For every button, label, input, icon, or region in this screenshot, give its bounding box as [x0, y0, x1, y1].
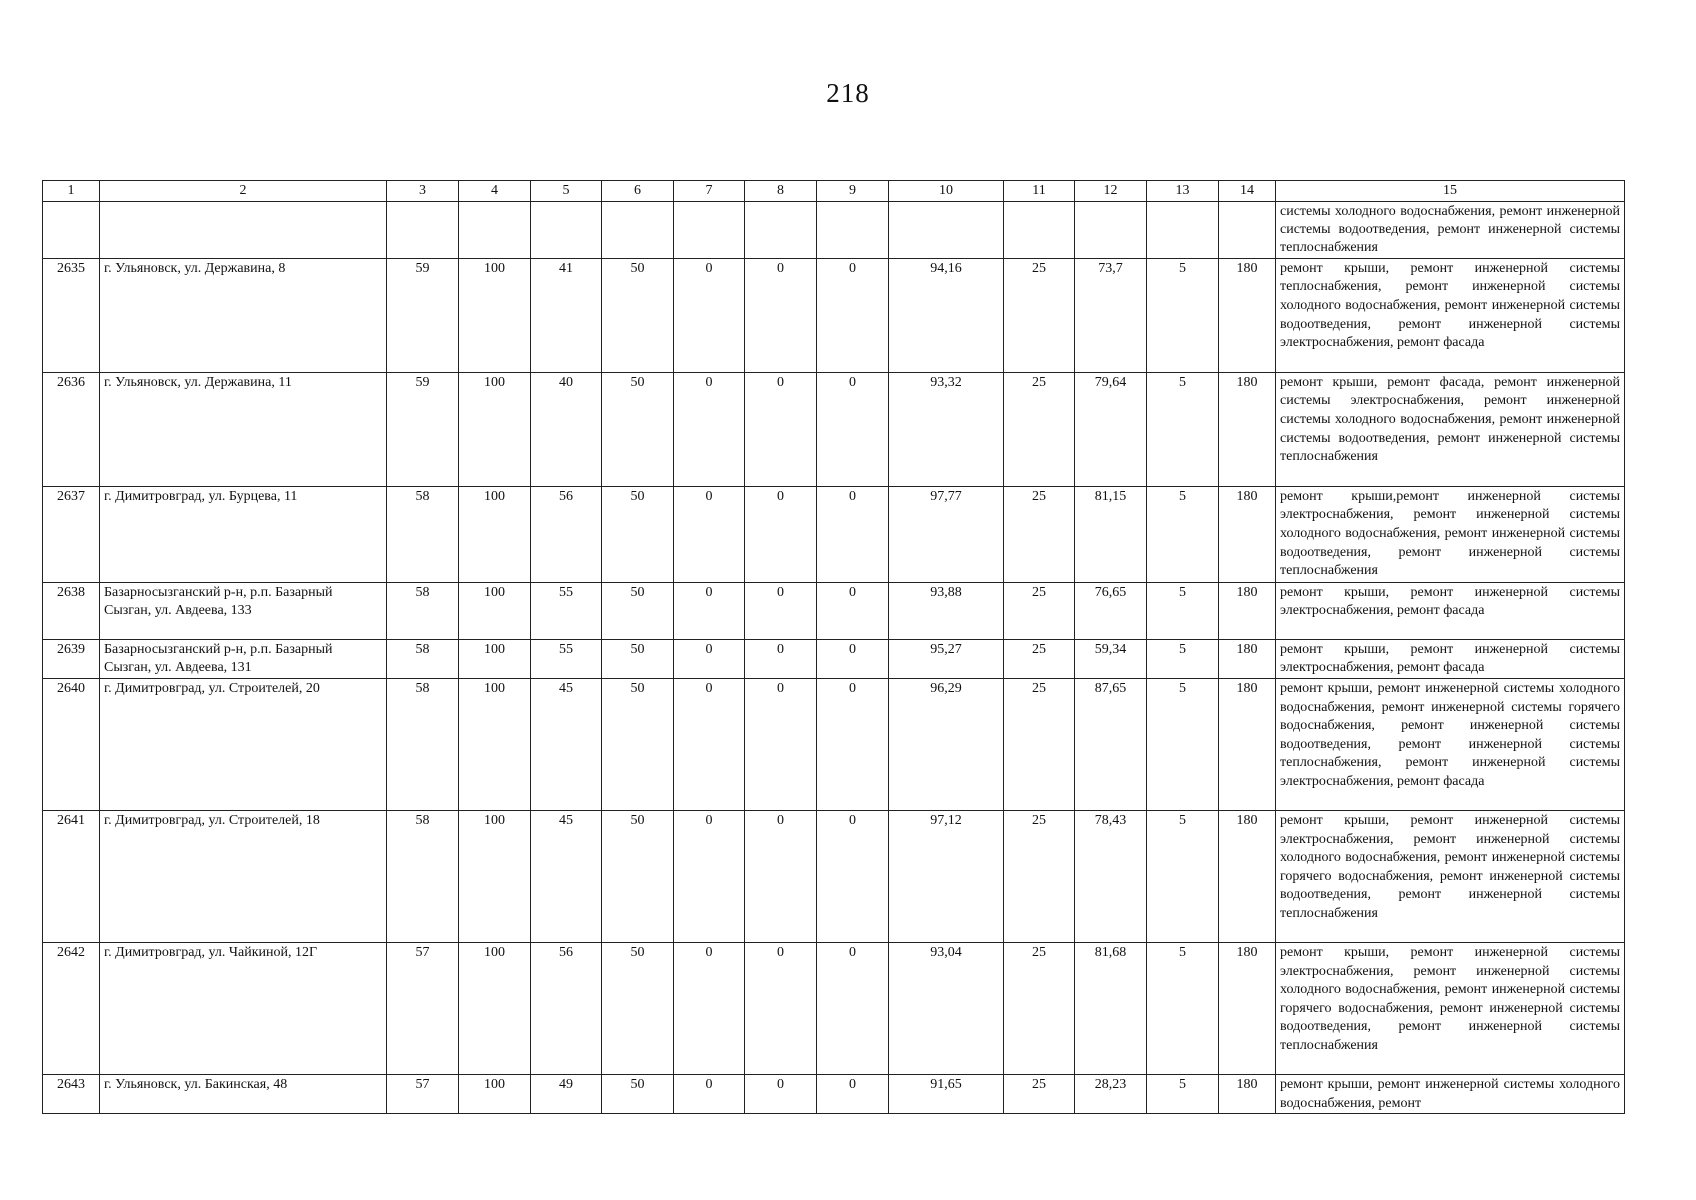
- header-cell: 1: [43, 181, 100, 202]
- row-col-6: 50: [602, 1075, 674, 1114]
- row-col-7: 0: [674, 258, 745, 372]
- row-col-10: 96,29: [889, 679, 1004, 811]
- row-address: г. Димитровград, ул. Бурцева, 11: [100, 486, 387, 582]
- row-col-9: 0: [817, 943, 889, 1075]
- table-row: [43, 811, 1625, 943]
- row-col-5: 55: [531, 582, 602, 639]
- header-cell: 5: [531, 181, 602, 202]
- header-cell: 10: [889, 181, 1004, 202]
- row-id: 2640: [43, 679, 100, 811]
- row-col-4: 100: [459, 372, 531, 486]
- row-col-11: 25: [1004, 486, 1075, 582]
- row-col-14: 180: [1219, 639, 1276, 678]
- row-address: г. Димитровград, ул. Чайкиной, 12Г: [100, 943, 387, 1075]
- row-col-12: 76,65: [1075, 582, 1147, 639]
- row-col-4: 100: [459, 582, 531, 639]
- row-col-8: 0: [745, 639, 817, 678]
- row-col-12: 28,23: [1075, 1075, 1147, 1114]
- row-col-4: 100: [459, 639, 531, 678]
- row-id: 2638: [43, 582, 100, 639]
- row-col-10: 91,65: [889, 1075, 1004, 1114]
- row-col-11: 25: [1004, 943, 1075, 1075]
- row-col-4: [459, 201, 531, 258]
- row-col-12: 87,65: [1075, 679, 1147, 811]
- header-cell: 6: [602, 181, 674, 202]
- row-col-6: 50: [602, 943, 674, 1075]
- row-col-6: 50: [602, 258, 674, 372]
- row-col-8: 0: [745, 258, 817, 372]
- header-cell: 9: [817, 181, 889, 202]
- row-col-13: 5: [1147, 679, 1219, 811]
- row-col-3: 57: [387, 943, 459, 1075]
- row-col-13: 5: [1147, 811, 1219, 943]
- header-cell: 15: [1276, 181, 1625, 202]
- row-col-11: 25: [1004, 372, 1075, 486]
- row-col-7: 0: [674, 582, 745, 639]
- row-col-7: 0: [674, 679, 745, 811]
- row-col-14: 180: [1219, 486, 1276, 582]
- row-col-3: 58: [387, 811, 459, 943]
- row-col-4: 100: [459, 679, 531, 811]
- row-col-13: 5: [1147, 582, 1219, 639]
- row-col-14: 180: [1219, 943, 1276, 1075]
- row-col-10: 97,77: [889, 486, 1004, 582]
- row-col-10: 93,04: [889, 943, 1004, 1075]
- row-works: ремонт крыши,ремонт инженерной системы электроснабжения, ремонт инженерной системы холодного водоснабжения, ремонт инженерной системы водоотведения, ремонт инженерной системы теплоснабжения: [1276, 486, 1625, 582]
- table-row: [43, 372, 1625, 486]
- row-id: 2643: [43, 1075, 100, 1114]
- row-col-5: 56: [531, 486, 602, 582]
- row-col-6: 50: [602, 639, 674, 678]
- row-col-6: 50: [602, 811, 674, 943]
- row-col-11: 25: [1004, 1075, 1075, 1114]
- row-col-5: 49: [531, 1075, 602, 1114]
- table-row: [43, 486, 1625, 582]
- row-col-8: 0: [745, 943, 817, 1075]
- row-col-6: 50: [602, 679, 674, 811]
- row-col-8: 0: [745, 811, 817, 943]
- row-col-3: [387, 201, 459, 258]
- row-address: г. Ульяновск, ул. Бакинская, 48: [100, 1075, 387, 1114]
- row-id: 2635: [43, 258, 100, 372]
- row-address: г. Димитровград, ул. Строителей, 20: [100, 679, 387, 811]
- row-col-5: 56: [531, 943, 602, 1075]
- row-col-3: 57: [387, 1075, 459, 1114]
- row-col-7: 0: [674, 811, 745, 943]
- row-col-3: 59: [387, 372, 459, 486]
- row-col-5: 41: [531, 258, 602, 372]
- row-col-13: 5: [1147, 486, 1219, 582]
- row-col-12: 78,43: [1075, 811, 1147, 943]
- header-cell: 11: [1004, 181, 1075, 202]
- row-col-4: 100: [459, 811, 531, 943]
- row-col-13: 5: [1147, 639, 1219, 678]
- row-col-9: 0: [817, 1075, 889, 1114]
- row-id: 2639: [43, 639, 100, 678]
- row-col-14: 180: [1219, 1075, 1276, 1114]
- row-col-6: [602, 201, 674, 258]
- header-cell: 4: [459, 181, 531, 202]
- table-row: [43, 582, 1625, 639]
- row-col-3: 58: [387, 582, 459, 639]
- table-row: [43, 679, 1625, 811]
- table-row: [43, 1075, 1625, 1114]
- row-col-5: 45: [531, 811, 602, 943]
- row-col-5: [531, 201, 602, 258]
- row-col-10: 97,12: [889, 811, 1004, 943]
- row-col-9: 0: [817, 372, 889, 486]
- row-col-10: 93,88: [889, 582, 1004, 639]
- header-cell: 2: [100, 181, 387, 202]
- row-col-3: 59: [387, 258, 459, 372]
- row-col-14: 180: [1219, 372, 1276, 486]
- row-col-11: 25: [1004, 582, 1075, 639]
- row-col-10: 93,32: [889, 372, 1004, 486]
- row-id: 2642: [43, 943, 100, 1075]
- row-col-4: 100: [459, 943, 531, 1075]
- row-col-7: 0: [674, 943, 745, 1075]
- row-id: [43, 201, 100, 258]
- row-col-11: 25: [1004, 679, 1075, 811]
- row-col-7: 0: [674, 486, 745, 582]
- row-col-9: 0: [817, 486, 889, 582]
- row-col-9: 0: [817, 582, 889, 639]
- row-address: Базарносызганский р-н, р.п. Базарный Сызган, ул. Авдеева, 133: [100, 582, 387, 639]
- header-cell: 7: [674, 181, 745, 202]
- row-col-12: 73,7: [1075, 258, 1147, 372]
- row-works: системы холодного водоснабжения, ремонт инженерной системы водоотведения, ремонт инженерной системы теплоснабжения: [1276, 201, 1625, 258]
- row-col-14: [1219, 201, 1276, 258]
- row-col-12: 81,15: [1075, 486, 1147, 582]
- row-col-7: 0: [674, 372, 745, 486]
- register-table: [42, 180, 1625, 1114]
- row-col-5: 45: [531, 679, 602, 811]
- row-col-14: 180: [1219, 582, 1276, 639]
- row-col-11: 25: [1004, 811, 1075, 943]
- row-address: г. Ульяновск, ул. Державина, 11: [100, 372, 387, 486]
- row-col-13: 5: [1147, 258, 1219, 372]
- row-address: г. Димитровград, ул. Строителей, 18: [100, 811, 387, 943]
- row-col-8: 0: [745, 582, 817, 639]
- row-col-10: 94,16: [889, 258, 1004, 372]
- row-col-13: 5: [1147, 943, 1219, 1075]
- row-col-4: 100: [459, 1075, 531, 1114]
- row-col-8: 0: [745, 372, 817, 486]
- table-row: [43, 639, 1625, 678]
- row-col-14: 180: [1219, 258, 1276, 372]
- row-col-4: 100: [459, 486, 531, 582]
- row-col-7: 0: [674, 1075, 745, 1114]
- row-col-8: 0: [745, 679, 817, 811]
- row-col-7: [674, 201, 745, 258]
- header-cell: 12: [1075, 181, 1147, 202]
- row-col-12: [1075, 201, 1147, 258]
- header-cell: 14: [1219, 181, 1276, 202]
- row-col-13: 5: [1147, 1075, 1219, 1114]
- header-cell: 3: [387, 181, 459, 202]
- row-col-14: 180: [1219, 811, 1276, 943]
- row-col-9: 0: [817, 639, 889, 678]
- row-works: ремонт крыши, ремонт инженерной системы холодного водоснабжения, ремонт инженерной системы горячего водоснабжения, ремонт инженерной системы водоотведения, ремонт инженерной системы теплоснабжения, ремонт инженерной системы электроснабжения, ремонт фасада: [1276, 679, 1625, 811]
- row-col-13: 5: [1147, 372, 1219, 486]
- row-col-12: 59,34: [1075, 639, 1147, 678]
- row-col-11: 25: [1004, 639, 1075, 678]
- row-col-11: [1004, 201, 1075, 258]
- row-col-12: 79,64: [1075, 372, 1147, 486]
- row-col-4: 100: [459, 258, 531, 372]
- row-col-6: 50: [602, 582, 674, 639]
- table-body: [43, 201, 1625, 1114]
- row-col-13: [1147, 201, 1219, 258]
- header-row: [43, 181, 1625, 202]
- row-address: [100, 201, 387, 258]
- header-cell: 13: [1147, 181, 1219, 202]
- column-number-header: [43, 181, 1625, 202]
- row-col-5: 40: [531, 372, 602, 486]
- row-id: 2636: [43, 372, 100, 486]
- row-address: г. Ульяновск, ул. Державина, 8: [100, 258, 387, 372]
- row-col-9: 0: [817, 811, 889, 943]
- row-col-9: [817, 201, 889, 258]
- row-col-5: 55: [531, 639, 602, 678]
- row-col-9: 0: [817, 679, 889, 811]
- row-works: ремонт крыши, ремонт инженерной системы теплоснабжения, ремонт инженерной системы холодного водоснабжения, ремонт инженерной системы водоотведения, ремонт инженерной системы электроснабжения, ремонт фасада: [1276, 258, 1625, 372]
- row-col-6: 50: [602, 486, 674, 582]
- row-id: 2637: [43, 486, 100, 582]
- row-col-8: [745, 201, 817, 258]
- row-col-3: 58: [387, 679, 459, 811]
- row-works: ремонт крыши, ремонт инженерной системы электроснабжения, ремонт фасада: [1276, 639, 1625, 678]
- row-col-3: 58: [387, 639, 459, 678]
- table-row: [43, 943, 1625, 1075]
- row-works: ремонт крыши, ремонт инженерной системы холодного водоснабжения, ремонт: [1276, 1075, 1625, 1114]
- row-col-8: 0: [745, 486, 817, 582]
- row-col-10: 95,27: [889, 639, 1004, 678]
- row-col-14: 180: [1219, 679, 1276, 811]
- row-col-11: 25: [1004, 258, 1075, 372]
- row-address: Базарносызганский р-н, р.п. Базарный Сызган, ул. Авдеева, 131: [100, 639, 387, 678]
- row-col-9: 0: [817, 258, 889, 372]
- row-works: ремонт крыши, ремонт инженерной системы электроснабжения, ремонт инженерной системы холодного водоснабжения, ремонт инженерной системы горячего водоснабжения, ремонт инженерной системы водоотведения, ремонт инженерной системы теплоснабжения: [1276, 811, 1625, 943]
- row-col-7: 0: [674, 639, 745, 678]
- row-col-12: 81,68: [1075, 943, 1147, 1075]
- row-works: ремонт крыши, ремонт инженерной системы электроснабжения, ремонт фасада: [1276, 582, 1625, 639]
- row-col-6: 50: [602, 372, 674, 486]
- row-works: ремонт крыши, ремонт инженерной системы электроснабжения, ремонт инженерной системы холодного водоснабжения, ремонт инженерной системы горячего водоснабжения, ремонт инженерной системы водоотведения, ремонт инженерной системы теплоснабжения: [1276, 943, 1625, 1075]
- row-col-8: 0: [745, 1075, 817, 1114]
- table-row: [43, 201, 1625, 258]
- page-number: 218: [826, 78, 870, 108]
- header-cell: 8: [745, 181, 817, 202]
- row-col-10: [889, 201, 1004, 258]
- row-col-3: 58: [387, 486, 459, 582]
- table-row: [43, 258, 1625, 372]
- row-works: ремонт крыши, ремонт фасада, ремонт инженерной системы электроснабжения, ремонт инженерной системы холодного водоснабжения, ремонт инженерной системы водоотведения, ремонт инженерной системы теплоснабжения: [1276, 372, 1625, 486]
- row-id: 2641: [43, 811, 100, 943]
